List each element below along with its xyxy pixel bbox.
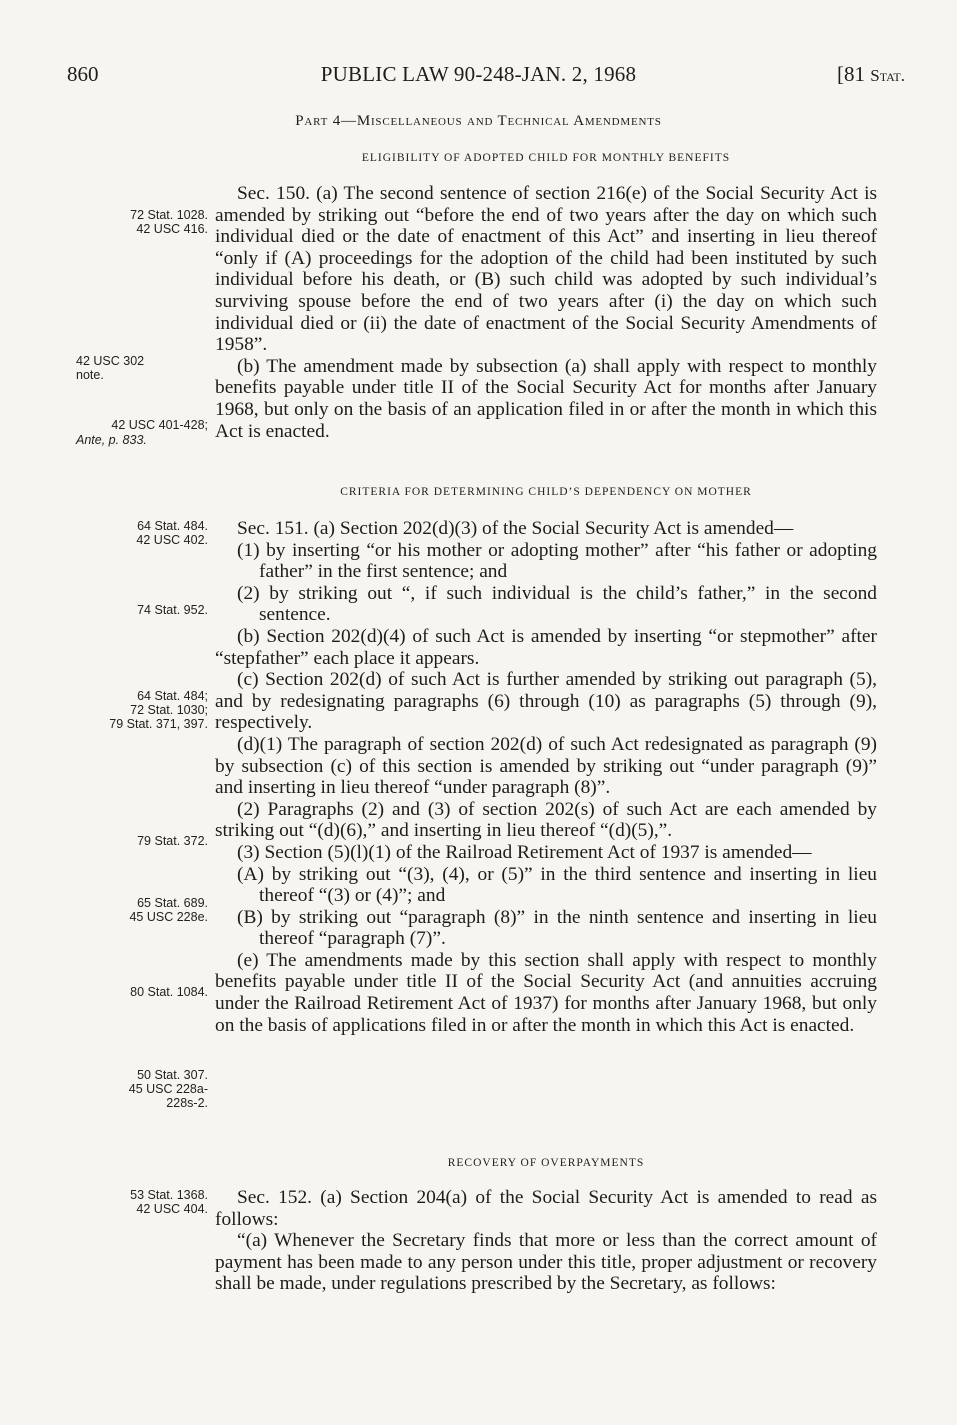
statute-volume — [837, 62, 905, 87]
paragraph: (2) Paragraphs (2) and (3) of section 202(s) of such Act are each amended by striking out “(d)(6),” and inserting in lieu thereof “(d)(5),”. — [215, 798, 877, 842]
margin-note: 74 Stat. 952. — [137, 603, 208, 617]
paragraph: (c) Section 202(d) of such Act is further amended by striking out paragraph (5), and by redesignating paragraphs (6) through (10) as paragraphs (5) through (9), respectively. — [215, 669, 877, 734]
section-150-text — [215, 183, 877, 442]
margin-note: Ante, p. 833. — [76, 433, 147, 447]
running-title: PUBLIC LAW 90-248-JAN. 2, 1968 — [320, 62, 637, 86]
margin-note: 64 Stat. 484; 72 Stat. 1030; 79 Stat. 371, 397. — [109, 689, 208, 731]
paragraph: (A) by striking out “(3), (4), or (5)” in the third sentence and inserting in lieu thereof “(3) or (4)”; and — [237, 863, 877, 907]
paragraph: “(a) Whenever the Secretary finds that more or less than the correct amount of payment has been made to any person under this title, proper adjustment or recovery shall be made, under regulations prescribed by the Secretary, as follows: — [215, 1230, 877, 1295]
statute-volume-number: [81 — [837, 62, 871, 86]
page-header — [0, 62, 957, 92]
margin-note: 80 Stat. 1084. — [130, 985, 208, 999]
margin-note: 53 Stat. 1368. 42 USC 404. — [130, 1188, 208, 1216]
margin-note: 50 Stat. 307. 45 USC 228a- 228s-2. — [128, 1068, 208, 1110]
paragraph: (e) The amendments made by this section shall apply with respect to monthly benefits payable under title II of the Social Security Act (and annuities accruing under the Railroad Retirement Act of 1937) for months after January 1968, but only on the basis of applications filed in or after the month in which this Act is enacted. — [215, 949, 877, 1036]
margin-note: 65 Stat. 689. 45 USC 228e. — [129, 896, 208, 924]
section-heading: CRITERIA FOR DETERMINING CHILD’S DEPENDENCY ON MOTHER — [340, 486, 752, 498]
paragraph: (1) by inserting “or his mother or adopting mother” after “his father or adopting father” in the first sentence; and — [237, 539, 877, 583]
section-151-text — [215, 518, 877, 1036]
paragraph: (B) by striking out “paragraph (8)” in the ninth sentence and inserting in lieu thereof “paragraph (7)”. — [237, 906, 877, 950]
section-152-text — [215, 1187, 877, 1295]
margin-note: 72 Stat. 1028. 42 USC 416. — [130, 208, 208, 236]
margin-note: 64 Stat. 484. 42 USC 402. — [136, 519, 208, 547]
section-heading: ELIGIBILITY OF ADOPTED CHILD FOR MONTHLY BENEFITS — [361, 152, 731, 164]
part-title: Part 4—Miscellaneous and Technical Amendments — [295, 113, 662, 129]
page-number: 860 — [67, 62, 99, 86]
paragraph: (b) Section 202(d)(4) of such Act is amended by inserting “or stepmother” after “stepfather” each place it appears. — [215, 625, 877, 669]
paragraph: (2) by striking out “, if such individual is the child’s father,” in the second sentence. — [237, 582, 877, 626]
margin-note: 42 USC 401-428; — [111, 418, 208, 432]
paragraph: (d)(1) The paragraph of section 202(d) of such Act redesignated as paragraph (9) by subsection (c) of this section is amended by striking out “under paragraph (9)” and inserting in lieu thereof “under paragraph (8)”. — [215, 733, 877, 799]
paragraph: Sec. 150. (a) The second sentence of section 216(e) of the Social Security Act is amended by striking out “before the end of two years after the day on which such individual died or the date of enactment of this Act” and inserting in lieu thereof “only if (A) proceedings for the adoption of the child had been instituted by such individual before his death, or (B) such child was adopted by such individual’s surviving spouse before the end of two years after (i) the day on which such individual died or (ii) the date of enactment of the Social Security Amendments of 1958”. — [215, 183, 877, 356]
paragraph: Sec. 151. (a) Section 202(d)(3) of the Social Security Act is amended— — [237, 518, 794, 539]
margin-note: 42 USC 302 note. — [76, 354, 145, 382]
margin-note: 79 Stat. 372. — [137, 834, 208, 848]
paragraph: (3) Section (5)(l)(1) of the Railroad Retirement Act of 1937 is amended— — [237, 841, 812, 863]
section-heading: RECOVERY OF OVERPAYMENTS — [447, 1157, 645, 1169]
paragraph: (b) The amendment made by subsection (a) shall apply with respect to monthly benefits payable under title II of the Social Security Act for months after January 1968, but only on the basis of an application filed in or after the month in which this Act is enacted. — [215, 355, 877, 442]
paragraph: Sec. 152. (a) Section 204(a) of the Social Security Act is amended to read as follows: — [215, 1187, 877, 1230]
statute-volume-label: Stat. — [870, 66, 905, 85]
